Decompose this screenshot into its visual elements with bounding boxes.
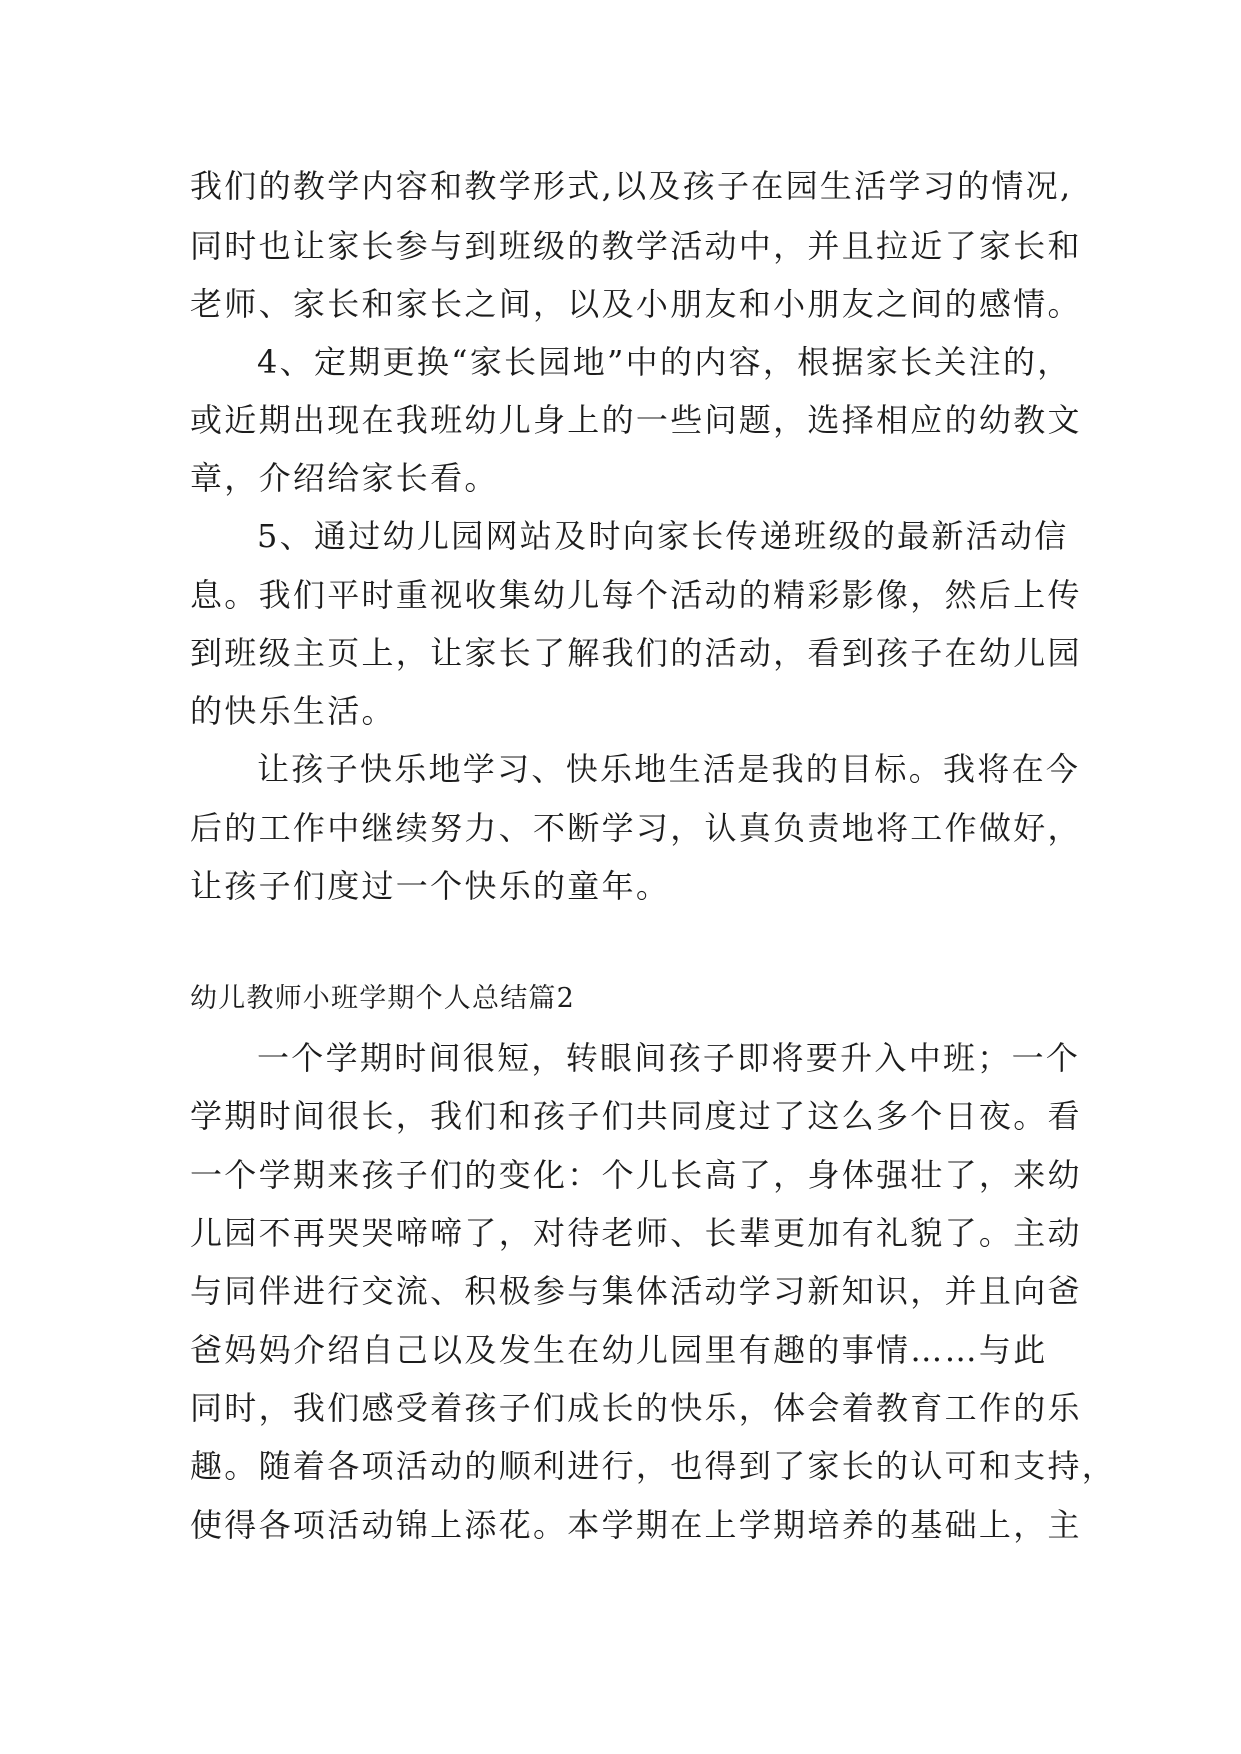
text-line: 章，介绍给家长看。 [190, 459, 499, 497]
text-line: 我们的教学内容和教学形式,以及孩子在园生活学习的情况, [190, 167, 1073, 205]
text-line: 一个学期来孩子们的变化：个儿长高了，身体强壮了，来幼 [190, 1156, 1082, 1194]
text-line: 与同伴进行交流、积极参与集体活动学习新知识，并且向爸 [190, 1272, 1082, 1310]
text-line: 到班级主页上，让家长了解我们的活动，看到孩子在幼儿园 [190, 634, 1082, 672]
text-line: 趣。随着各项活动的顺利进行，也得到了家长的认可和支持， [190, 1447, 1117, 1485]
text-line: 一个学期时间很短，转眼间孩子即将要升入中班；一个 [257, 1039, 1081, 1077]
text-line: 4、定期更换“家长园地”中的内容，根据家长关注的， [257, 343, 1072, 381]
text-line: 儿园不再哭哭啼啼了，对待老师、长辈更加有礼貌了。主动 [190, 1214, 1082, 1252]
text-line: 学期时间很长，我们和孩子们共同度过了这么多个日夜。看 [190, 1097, 1082, 1135]
text-line: 同时也让家长参与到班级的教学活动中，并且拉近了家长和 [190, 227, 1082, 265]
text-line: 老师、家长和家长之间，以及小朋友和小朋友之间的感情。 [190, 285, 1082, 323]
text-line: 5、通过幼儿园网站及时向家长传递班级的最新活动信 [257, 517, 1069, 555]
text-line: 息。我们平时重视收集幼儿每个活动的精彩影像，然后上传 [190, 576, 1082, 614]
text-line: 或近期出现在我班幼儿身上的一些问题，选择相应的幼教文 [190, 401, 1082, 439]
text-line: 的快乐生活。 [190, 692, 396, 730]
text-line: 让孩子们度过一个快乐的童年。 [190, 867, 671, 905]
text-line: 后的工作中继续努力、不断学习，认真负责地将工作做好， [190, 809, 1082, 847]
text-line: 同时，我们感受着孩子们成长的快乐，体会着教育工作的乐 [190, 1389, 1082, 1427]
text-line: 爸妈妈介绍自己以及发生在幼儿园里有趣的事情……与此 [190, 1331, 1048, 1369]
text-line: 让孩子快乐地学习、快乐地生活是我的目标。我将在今 [257, 750, 1081, 788]
section-heading: 幼儿教师小班学期个人总结篇2 [190, 983, 575, 1014]
text-line: 使得各项活动锦上添花。本学期在上学期培养的基础上，主 [190, 1506, 1082, 1544]
